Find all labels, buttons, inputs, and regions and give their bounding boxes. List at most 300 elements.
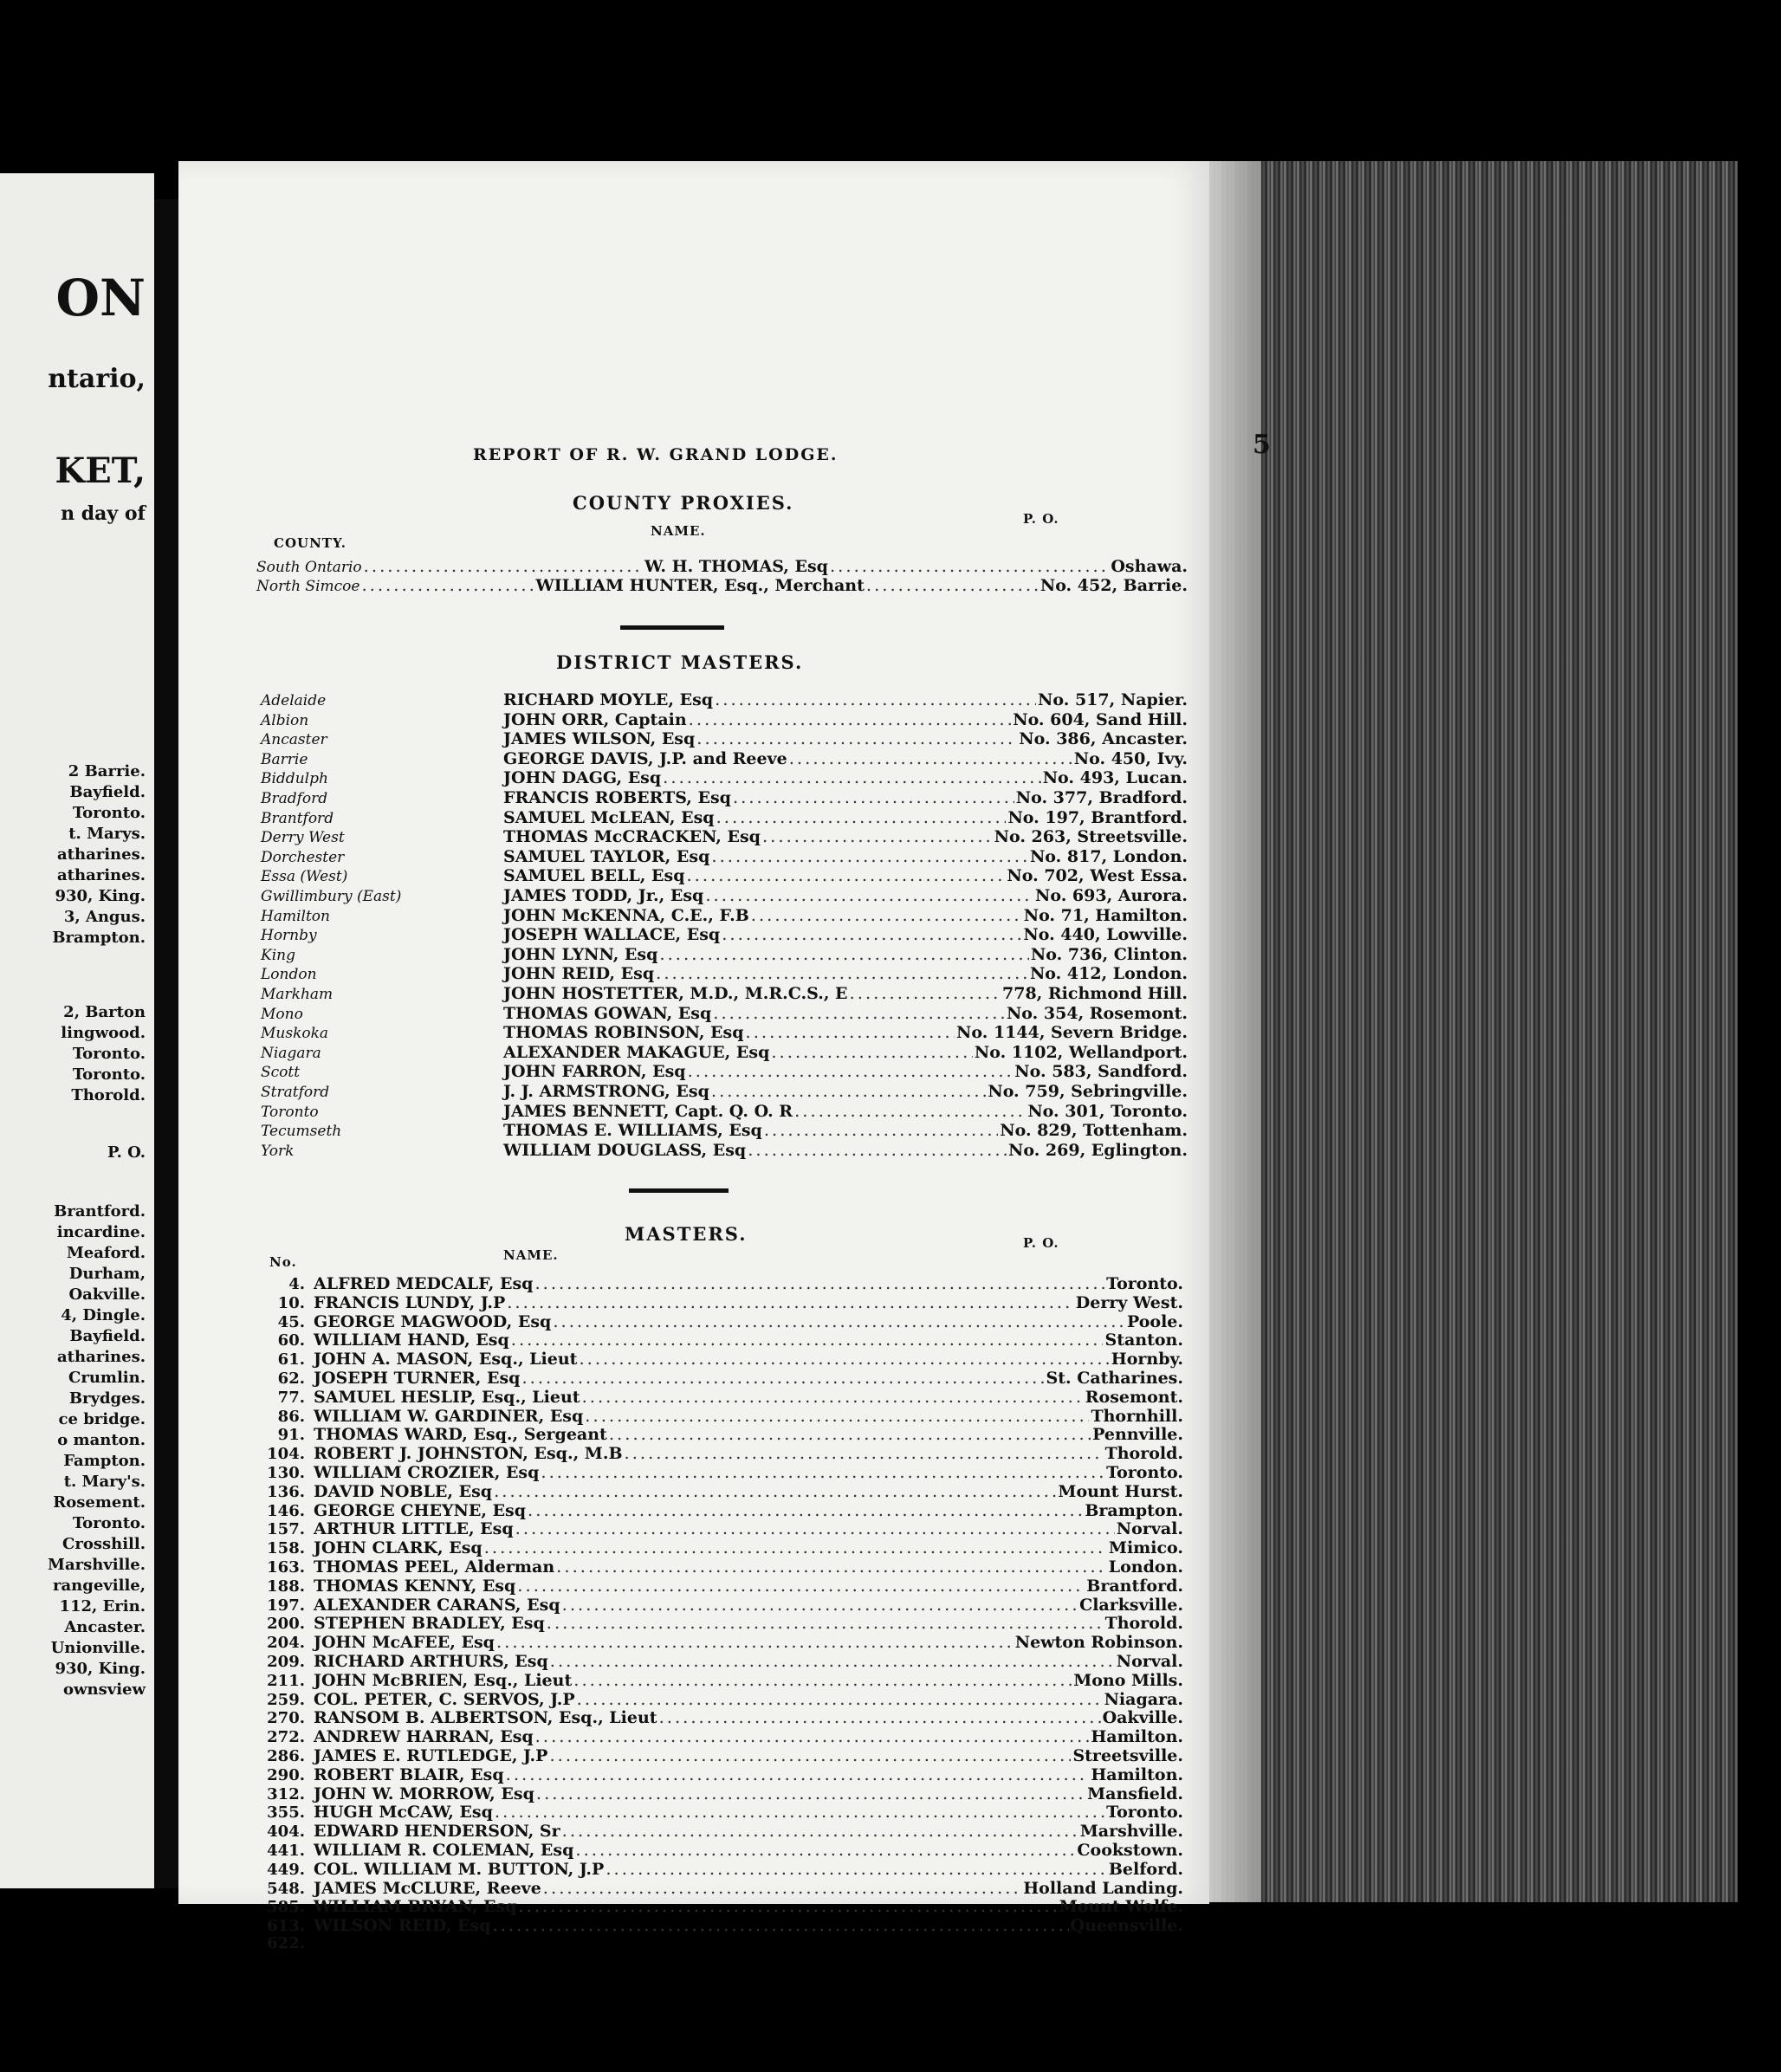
dot-leader [536,1784,1085,1803]
district-name: Essa (West) [261,868,348,886]
post-office: Toronto. [1106,1274,1183,1293]
dot-leader [625,1443,1104,1463]
lodge-number: 62. [277,1369,305,1388]
post-office: Brampton. [1085,1500,1183,1520]
district-name: Hamilton [261,907,330,925]
proxy-name: W. H. THOMAS, Esq [644,557,828,576]
district-master-name: THOMAS GOWAN, Esq [503,1003,712,1023]
dot-leader [577,1689,1103,1709]
post-office: Streetsville. [1072,1746,1183,1765]
district-name: Muskoka [261,1025,329,1043]
master-name: GEORGE MAGWOOD, Esq [314,1311,552,1331]
dot-leader [507,1292,1074,1312]
post-office: No. 583, Sandford. [1014,1062,1188,1082]
left-page-text-fragment: n day of [61,502,146,525]
district-master-name: ALEXANDER MAKAGUE, Esq [503,1042,770,1062]
post-office: No. 269, Eglington. [1007,1140,1188,1160]
district-master-row [261,885,1188,905]
dot-leader [762,826,993,846]
post-office: No. 817, London. [1029,846,1188,866]
district-master-name: THOMAS E. WILLIAMS, Esq [503,1121,762,1141]
master-row [265,1500,1183,1520]
district-name: Toronto [261,1103,319,1121]
master-row [265,1462,1183,1482]
master-row [265,1595,1183,1615]
dot-leader [609,1424,1091,1444]
left-page-text-fragment: ntario, [48,364,146,394]
master-row [265,1481,1183,1501]
dot-leader [713,1003,1005,1023]
district-master-name: WILLIAM DOUGLASS, Esq [503,1140,747,1160]
dot-leader [511,1330,1104,1350]
post-office: Mono Mills. [1073,1670,1183,1690]
post-office: Belford. [1108,1859,1183,1879]
master-name: GEORGE CHEYNE, Esq [314,1500,527,1520]
district-name: Barrie [261,750,308,768]
district-name: Markham [261,986,334,1003]
dot-leader [830,556,1109,576]
district-master-row [261,1101,1188,1121]
post-office: Hamilton. [1091,1764,1183,1784]
lodge-number: 146. [267,1501,305,1520]
dot-leader [573,1670,1072,1690]
right-page [178,161,1271,1952]
masters-name-column-header: NAME. [503,1247,559,1263]
lodge-number: 60. [277,1331,305,1350]
master-row [265,1368,1183,1388]
master-name: JOSEPH TURNER, Esq [314,1369,521,1388]
post-office: London. [1108,1557,1183,1577]
lodge-number: 4. [288,1275,305,1293]
post-office: Mount Wolfe. [1059,1897,1183,1917]
left-page-text-fragment: 930, King. [55,1660,146,1678]
lodge-number: 91. [277,1426,305,1445]
dot-leader [764,1120,998,1140]
left-page-text-fragment: 112, Erin. [59,1597,146,1616]
master-name: COL. WILLIAM M. BUTTON, J.P [314,1859,605,1879]
dot-leader [484,1538,1107,1557]
dot-leader [689,709,1012,729]
dot-leader [553,1311,1125,1331]
left-page-text-fragment: 3, Angus. [63,908,146,926]
post-office: Thorold. [1104,1444,1183,1464]
district-name: King [261,946,295,964]
left-page-text-fragment: atharines. [57,866,146,884]
district-master-row [261,905,1188,925]
master-name: ALFRED MEDCALF, Esq [314,1274,534,1293]
master-name: THOMAS KENNY, Esq [314,1576,516,1596]
district-master-name: JOHN FARRON, Esq [503,1062,686,1082]
dot-leader [751,905,1022,925]
post-office: Holland Landing. [1023,1878,1183,1898]
post-office: Mount Hurst. [1058,1481,1183,1501]
dot-leader [575,1840,1075,1860]
dot-leader [715,690,1036,709]
post-office: Hornby. [1111,1350,1183,1369]
left-page-text-fragment: Toronto. [72,1514,146,1532]
post-office: Norval. [1116,1652,1183,1671]
left-page-text-fragment: Crumlin. [68,1369,146,1387]
dot-leader [541,1462,1104,1482]
left-page-text-fragment: Brampton. [52,929,146,947]
master-row [265,1707,1183,1727]
post-office: Norval. [1116,1519,1183,1539]
post-office: No. 301, Toronto. [1027,1101,1188,1121]
section-rule [629,1188,729,1193]
district-master-row [261,1140,1188,1160]
district-master-name: JOSEPH WALLACE, Esq [503,925,721,945]
master-row [265,1330,1183,1350]
master-name: JOHN A. MASON, Esq., Lieut [314,1350,578,1369]
district-master-row [261,767,1188,787]
left-page-text-fragment: 930, King. [55,887,146,905]
master-name: RICHARD ARTHURS, Esq [314,1652,548,1671]
post-office: No. 693, Aurora. [1034,886,1188,905]
master-row [265,1576,1183,1596]
dot-leader [556,1557,1107,1577]
master-name: WILLIAM W. GARDINER, Esq [314,1406,584,1426]
district-master-name: SAMUEL McLEAN, Esq [503,807,715,827]
master-row [265,1443,1183,1463]
master-name: JOHN CLARK, Esq [314,1538,482,1558]
district-master-row [261,787,1188,807]
left-page-text-fragment: Toronto. [72,804,146,822]
district-name: Tecumseth [261,1123,342,1141]
post-office: No. 604, Sand Hill. [1013,709,1188,729]
dot-leader [562,1595,1078,1615]
dot-leader [534,1273,1104,1293]
master-name: ANDREW HARRAN, Esq [314,1727,534,1747]
dot-leader [364,556,643,576]
lodge-number: 585. [267,1898,305,1917]
post-office: Oshawa. [1111,557,1188,576]
master-row [265,1632,1183,1652]
left-page-text-fragment: 4, Dingle. [61,1306,146,1324]
left-page-fragment [0,173,154,1888]
master-row [265,1406,1183,1426]
lodge-number: 61. [277,1350,305,1369]
left-page-text-fragment: Toronto. [72,1065,146,1084]
dot-leader [606,1859,1107,1879]
left-page-text-fragment: Fampton. [63,1452,146,1470]
district-name: London [261,966,317,984]
dot-leader [543,1878,1021,1898]
post-office: No. 517, Napier. [1038,690,1188,709]
dot-leader [549,1745,1071,1765]
master-name: WILSON REID, Esq [314,1916,491,1936]
dot-leader [705,885,1033,905]
dot-leader [495,1802,1104,1822]
left-page-text-fragment: Ancaster. [64,1618,146,1636]
left-page-text-fragment: Thorold. [71,1086,146,1104]
dot-leader [528,1500,1083,1520]
dot-leader [496,1632,1014,1652]
post-office: Poole. [1126,1311,1183,1331]
masters-po-column-header: P. O. [1023,1235,1059,1251]
master-row [265,1424,1183,1444]
dot-leader [688,1061,1014,1081]
district-master-name: J. J. ARMSTRONG, Esq [503,1082,709,1101]
post-office: Marshville. [1079,1822,1183,1842]
dot-leader [562,1821,1078,1841]
masters-title: MASTERS. [625,1223,748,1245]
master-name: JAMES E. RUTLEDGE, J.P [314,1746,548,1765]
lodge-number: 204. [267,1634,305,1653]
lodge-number: 209. [267,1653,305,1671]
dot-leader [866,575,1039,595]
left-page-text-fragment: 2 Barrie. [68,762,146,780]
post-office: Rosemont. [1085,1387,1183,1407]
master-row [265,1896,1183,1916]
post-office: Toronto. [1106,1463,1183,1482]
lodge-number: 158. [267,1539,305,1558]
left-page-text-fragment: Brantford. [54,1202,146,1221]
master-name: THOMAS PEEL, Alderman [314,1557,555,1577]
dot-leader [579,1349,1109,1369]
post-office: Hamilton. [1091,1727,1183,1747]
district-name: Brantford [261,809,334,827]
dot-leader [711,1081,986,1101]
district-master-row [261,748,1188,768]
left-page-text-fragment: ON [55,269,146,327]
dot-leader [686,865,1005,885]
master-name: HUGH McCAW, Esq [314,1803,493,1823]
district-name: Dorchester [261,848,345,866]
district-master-row [261,865,1188,885]
left-page-text-fragment: rangeville, [53,1577,146,1595]
left-page-text-fragment: atharines. [57,845,146,864]
district-master-name: JOHN LYNN, Esq [503,944,658,964]
district-name: Stratford [261,1084,330,1101]
post-office: No. 197, Brantford. [1007,807,1188,827]
post-office: St. Catharines. [1046,1369,1183,1388]
dot-leader [521,1368,1044,1388]
book-gutter [154,199,178,1888]
dot-leader [696,728,1017,748]
left-page-text-fragment: incardine. [56,1223,146,1241]
district-master-row [261,690,1188,709]
lodge-number: 188. [267,1577,305,1596]
lodge-number: 157. [267,1520,305,1539]
dot-leader [550,1651,1115,1671]
left-page-text-fragment: Crosshill. [62,1535,146,1553]
lodge-number: 312. [267,1784,305,1803]
post-office: No. 377, Bradford. [1015,788,1188,807]
lodge-number: 200. [267,1615,305,1634]
post-office: No. 450, Ivy. [1073,748,1188,768]
post-office: No. 759, Sebringville. [988,1082,1188,1101]
post-office: Pennville. [1092,1425,1183,1445]
left-page-text-fragment: Brydges. [68,1389,146,1408]
district-master-name: SAMUEL TAYLOR, Esq [503,846,710,866]
dot-leader [547,1613,1104,1633]
district-master-name: JOHN McKENNA, C.E., F.B [503,905,749,925]
district-master-row [261,1120,1188,1140]
master-row [265,1273,1183,1293]
left-page-text-fragment: KET, [55,450,146,491]
district-master-row [261,1042,1188,1062]
dot-leader [515,1518,1115,1538]
lodge-number: 86. [277,1407,305,1426]
master-name: EDWARD HENDERSON, Sr [314,1822,560,1842]
master-name: ARTHUR LITTLE, Esq [314,1519,514,1539]
master-row [265,1670,1183,1690]
left-page-text-fragment: Marshville. [48,1556,146,1574]
lodge-number: 163. [267,1558,305,1577]
dot-leader [493,1915,1069,1935]
dot-leader [659,1707,1101,1727]
left-page-text-fragment: Durham, [68,1265,146,1283]
district-master-name: JOHN HOSTETTER, M.D., M.R.C.S., E [503,984,848,1003]
left-page-text-fragment: t. Marys. [68,825,146,843]
district-name: Niagara [261,1044,321,1062]
post-office: Queensville. [1070,1916,1183,1936]
name-column-header: NAME. [651,523,706,539]
post-office: No. 829, Tottenham. [1000,1121,1188,1141]
left-page-text-fragment: lingwood. [61,1024,146,1042]
district-master-row [261,944,1188,964]
left-page-text-fragment: Oakville. [68,1285,146,1304]
lodge-number: 449. [267,1860,305,1879]
master-name: COL. PETER, C. SERVOS, J.P [314,1689,575,1709]
district-master-row [261,1003,1188,1023]
master-name: JOHN McAFEE, Esq [314,1633,495,1653]
book-page-edges [1209,161,1738,1902]
lodge-number: 130. [267,1464,305,1482]
left-page-text-fragment: Meaford. [66,1244,146,1262]
dot-leader [361,575,534,595]
dot-leader [663,767,1041,787]
post-office: 778, Richmond Hill. [1002,984,1188,1003]
district-name: Biddulph [261,770,328,788]
master-name: JOHN McBRIEN, Esq., Lieut [314,1670,573,1690]
dot-leader [535,1726,1090,1746]
master-name: ROBERT J. JOHNSTON, Esq., M.B [314,1444,623,1464]
post-office: No. 263, Streetsville. [994,827,1188,847]
post-office: Brantford. [1086,1576,1183,1596]
district-master-name: JAMES BENNETT, Capt. Q. O. R [503,1101,793,1121]
lodge-number: 355. [267,1803,305,1823]
post-office: No. 452, Barrie. [1039,576,1188,595]
county-column-header: COUNTY. [274,535,346,551]
section-rule [620,625,724,630]
county-proxies-title: COUNTY PROXIES. [573,492,794,514]
left-page-text-fragment: Bayfield. [69,1327,146,1345]
district-name: Derry West [261,829,345,847]
master-row [265,1878,1183,1898]
dot-leader [506,1764,1090,1784]
district-master-row [261,709,1188,729]
district-master-name: JOHN ORR, Captain [503,709,687,729]
post-office: No. 71, Hamilton. [1023,905,1188,925]
post-office: No. 440, Lowville. [1023,925,1188,945]
district-master-name: JAMES WILSON, Esq [503,729,696,749]
page-number: 5 [1253,430,1271,460]
left-page-text-fragment: Toronto. [72,1045,146,1063]
district-master-row [261,1022,1188,1042]
lodge-number: 286. [267,1747,305,1765]
left-page-text-fragment: atharines. [57,1348,146,1366]
dot-leader [789,748,1072,768]
master-row [265,1689,1183,1709]
po-column-header: P. O. [1023,511,1059,527]
county-name: South Ontario [256,559,362,576]
dot-leader [582,1387,1084,1407]
post-office: No. 386, Ancaster. [1019,729,1188,749]
district-name: Ancaster [261,731,327,749]
district-master-name: THOMAS ROBINSON, Esq [503,1023,744,1043]
lodge-number: 10. [277,1293,305,1312]
district-master-name: THOMAS McCRACKEN, Esq [503,827,761,847]
master-name: ROBERT BLAIR, Esq [314,1764,504,1784]
post-office: Mansfield. [1087,1784,1183,1803]
left-page-text-fragment: 2, Barton [63,1003,146,1021]
lodge-number: 259. [267,1690,305,1709]
post-office: Clarksville. [1079,1595,1183,1615]
master-row [265,1745,1183,1765]
master-name: RANSOM B. ALBERTSON, Esq., Lieut [314,1708,657,1728]
post-office: No. 493, Lucan. [1042,768,1188,788]
left-page-text-fragment: t. Mary's. [63,1473,146,1491]
left-page-text-fragment: ownsview [63,1680,146,1699]
master-row [265,1292,1183,1312]
dot-leader [771,1042,973,1062]
dot-leader [722,924,1021,944]
proxy-name: WILLIAM HUNTER, Esq., Merchant [535,576,865,595]
master-row [265,1915,1183,1935]
district-master-row [261,1081,1188,1101]
master-row [265,1840,1183,1860]
post-office: No. 702, West Essa. [1007,866,1188,886]
post-office: No. 1144, Severn Bridge. [956,1023,1188,1043]
master-row [265,1934,1183,1952]
district-master-row [261,807,1188,827]
left-page-text-fragment: ce bridge. [58,1410,146,1428]
lodge-number: 441. [267,1842,305,1860]
post-office: Thornhill. [1091,1406,1183,1426]
district-master-row [261,963,1188,983]
master-row [265,1613,1183,1633]
master-row [265,1802,1183,1822]
master-row [265,1859,1183,1879]
lodge-number: 290. [267,1765,305,1784]
district-name: Gwillimbury (East) [261,888,402,905]
district-master-name: GEORGE DAVIS, J.P. and Reeve [503,748,787,768]
post-office: Mimico. [1108,1538,1183,1558]
dot-leader [517,1576,1085,1596]
post-office: Cookstown. [1077,1841,1183,1860]
masters-no-column-header: No. [269,1254,297,1270]
master-name: JOHN W. MORROW, Esq [314,1784,534,1803]
lodge-number: 548. [267,1879,305,1898]
dot-leader [494,1481,1056,1501]
district-name: Adelaide [261,692,327,709]
district-master-row [261,846,1188,866]
dot-leader [585,1406,1089,1426]
district-master-name: FRANCIS ROBERTS, Esq [503,788,731,807]
lodge-number: 77. [277,1388,305,1407]
district-name: Hornby [261,927,317,945]
dot-leader [794,1101,1026,1121]
post-office: Thorold. [1104,1614,1183,1634]
master-name: WILLIAM CROZIER, Esq [314,1463,540,1482]
district-master-name: JAMES TODD, Jr., Esq [503,886,704,905]
district-master-name: JOHN DAGG, Esq [503,768,662,788]
post-office: No. 354, Rosemont. [1006,1003,1188,1023]
master-row [265,1726,1183,1746]
dot-leader [656,963,1028,983]
post-office: Toronto. [1106,1803,1183,1823]
